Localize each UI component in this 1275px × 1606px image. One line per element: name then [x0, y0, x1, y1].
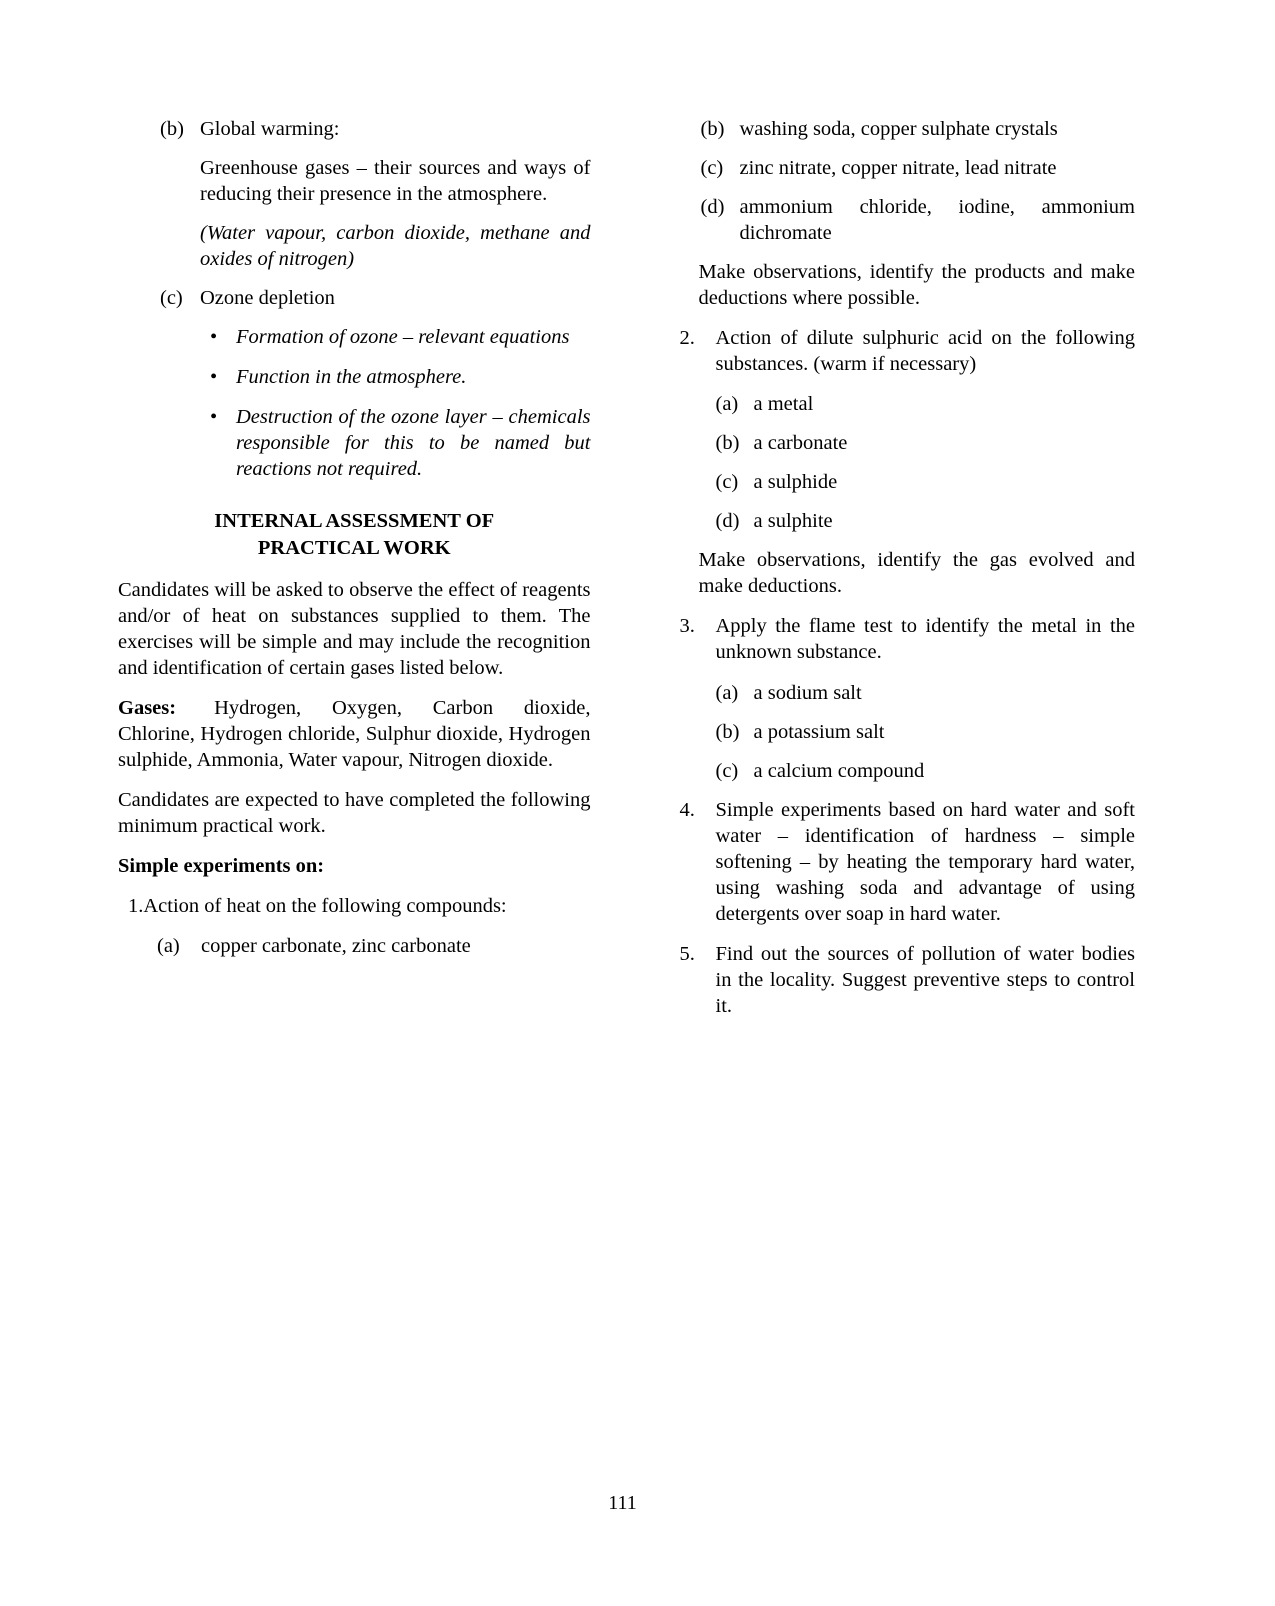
item-text: a sodium salt [753, 681, 862, 704]
item-text: zinc nitrate, copper nitrate, lead nitrate [739, 157, 1057, 180]
numbered-item-3 [680, 613, 1136, 665]
heading-simple-experiments: Simple experiments on: [118, 854, 325, 877]
item-text: a sulphide [753, 471, 838, 494]
item-text: a calcium compound [753, 759, 925, 782]
item-text: Find out the sources of pollution of water bodies in the locality. Suggest preventive steps to control it. [715, 942, 1135, 1017]
gases-label: Gases: [118, 696, 177, 719]
item-label: (b) [160, 118, 184, 140]
item-text: Action of heat on the following compounds: [143, 894, 507, 917]
sub-item-1a [157, 933, 591, 959]
sub-item-2b [716, 430, 1136, 456]
item-label: (b) [715, 720, 740, 743]
item-number: 4. [679, 798, 695, 821]
heading-line-1: INTERNAL ASSESSMENT OF [214, 510, 495, 533]
sub-item-2d [716, 508, 1136, 534]
item-label: (b) [700, 118, 725, 140]
item-text: washing soda, copper sulphate crystals [739, 118, 1058, 140]
numbered-item-2 [680, 325, 1136, 377]
item-label: (a) [157, 934, 180, 957]
item-text: a metal [753, 393, 814, 416]
item-number: 1. [128, 894, 144, 917]
item-text: ammonium chloride, iodine, ammonium dichromate [739, 196, 1135, 245]
heading-line-2: PRACTICAL WORK [257, 536, 451, 559]
note-make-observations-gas: Make observations, identify the gas evolved and make deductions. [698, 549, 1135, 598]
paragraph-gases [118, 695, 591, 773]
item-text: copper carbonate, zinc carbonate [201, 934, 471, 957]
sub-item-2c [716, 469, 1136, 495]
item-title: Ozone depletion [200, 287, 335, 310]
bullet-text: Formation of ozone – relevant equations [236, 326, 570, 349]
sub-item-1b [701, 116, 1136, 142]
section-heading-internal-assessment [118, 508, 591, 561]
gases-list: Hydrogen, Oxygen, Carbon dioxide, Chlorine, Hydrogen chloride, Sulphur dioxide, Hydrogen sulphide, Ammonia, Water vapour, Nitrogen dioxide. [118, 696, 591, 771]
bullet-item-formation-of-ozone [210, 324, 591, 350]
sub-item-3a [716, 680, 1136, 706]
item-text: Apply the flame test to identify the metal in the unknown substance. [715, 615, 1135, 664]
sub-item-1d [701, 194, 1136, 246]
item-label: (a) [715, 393, 739, 416]
item-number: 2. [679, 327, 695, 350]
bullet-item-function-atmosphere [210, 364, 591, 390]
numbered-item-1 [128, 893, 591, 919]
item-label: (d) [715, 510, 740, 533]
list-item-ozone-depletion [160, 285, 591, 311]
item-label: (d) [700, 196, 725, 219]
two-column-layout [118, 116, 1135, 1033]
item-title: Global warming: [200, 118, 340, 140]
item-text: Action of dilute sulphuric acid on the following substances. (warm if necessary) [715, 327, 1135, 376]
sub-item-1c [701, 155, 1136, 181]
item-label: (c) [160, 287, 183, 310]
sub-item-3c [716, 758, 1136, 784]
numbered-item-4 [680, 797, 1136, 927]
paragraph-greenhouse: Greenhouse gases – their sources and ways of reducing their presence in the atmosphere. [200, 157, 591, 206]
paragraph-greenhouse-gases-note: (Water vapour, carbon dioxide, methane and oxides of nitrogen) [200, 222, 591, 271]
note-make-observations-products: Make observations, identify the products and make deductions where possible. [698, 261, 1135, 310]
bullet-icon: • [210, 366, 218, 389]
page-number: 111 [608, 1492, 637, 1514]
sub-item-2a [716, 391, 1136, 417]
bullet-icon: • [210, 406, 218, 429]
paragraph-candidates-expected: Candidates are expected to have completed the following minimum practical work. [118, 788, 591, 837]
item-text: a sulphite [753, 510, 833, 533]
bullet-icon: • [210, 326, 218, 349]
item-label: (b) [715, 432, 740, 455]
item-text: Simple experiments based on hard water and soft water – identification of hardness – simple softening – by heating the temporary hard water, using washing soda and advantage of using detergents over soap in hard water. [715, 798, 1135, 925]
bullet-item-destruction-ozone-layer [210, 404, 591, 482]
paragraph-candidates-observe: Candidates will be asked to observe the effect of reagents and/or of heat on substances supplied to them. The exercises will be simple and may include the recognition and identification of certain gases listed below. [118, 578, 591, 679]
item-label: (c) [715, 759, 739, 782]
item-label: (c) [700, 157, 724, 180]
item-label: (a) [715, 681, 739, 704]
list-item-global-warming [160, 116, 591, 142]
sub-item-3b [716, 719, 1136, 745]
item-number: 5. [679, 942, 695, 965]
item-text: a potassium salt [753, 720, 885, 743]
bullet-text: Function in the atmosphere. [236, 366, 467, 389]
numbered-item-5 [680, 941, 1136, 1019]
left-column [118, 116, 591, 1033]
item-number: 3. [679, 615, 695, 638]
bullet-text: Destruction of the ozone layer – chemicals responsible for this to be named but reactions not required. [236, 406, 591, 481]
item-label: (c) [715, 471, 739, 494]
item-text: a carbonate [753, 432, 848, 455]
right-column [663, 116, 1136, 1033]
